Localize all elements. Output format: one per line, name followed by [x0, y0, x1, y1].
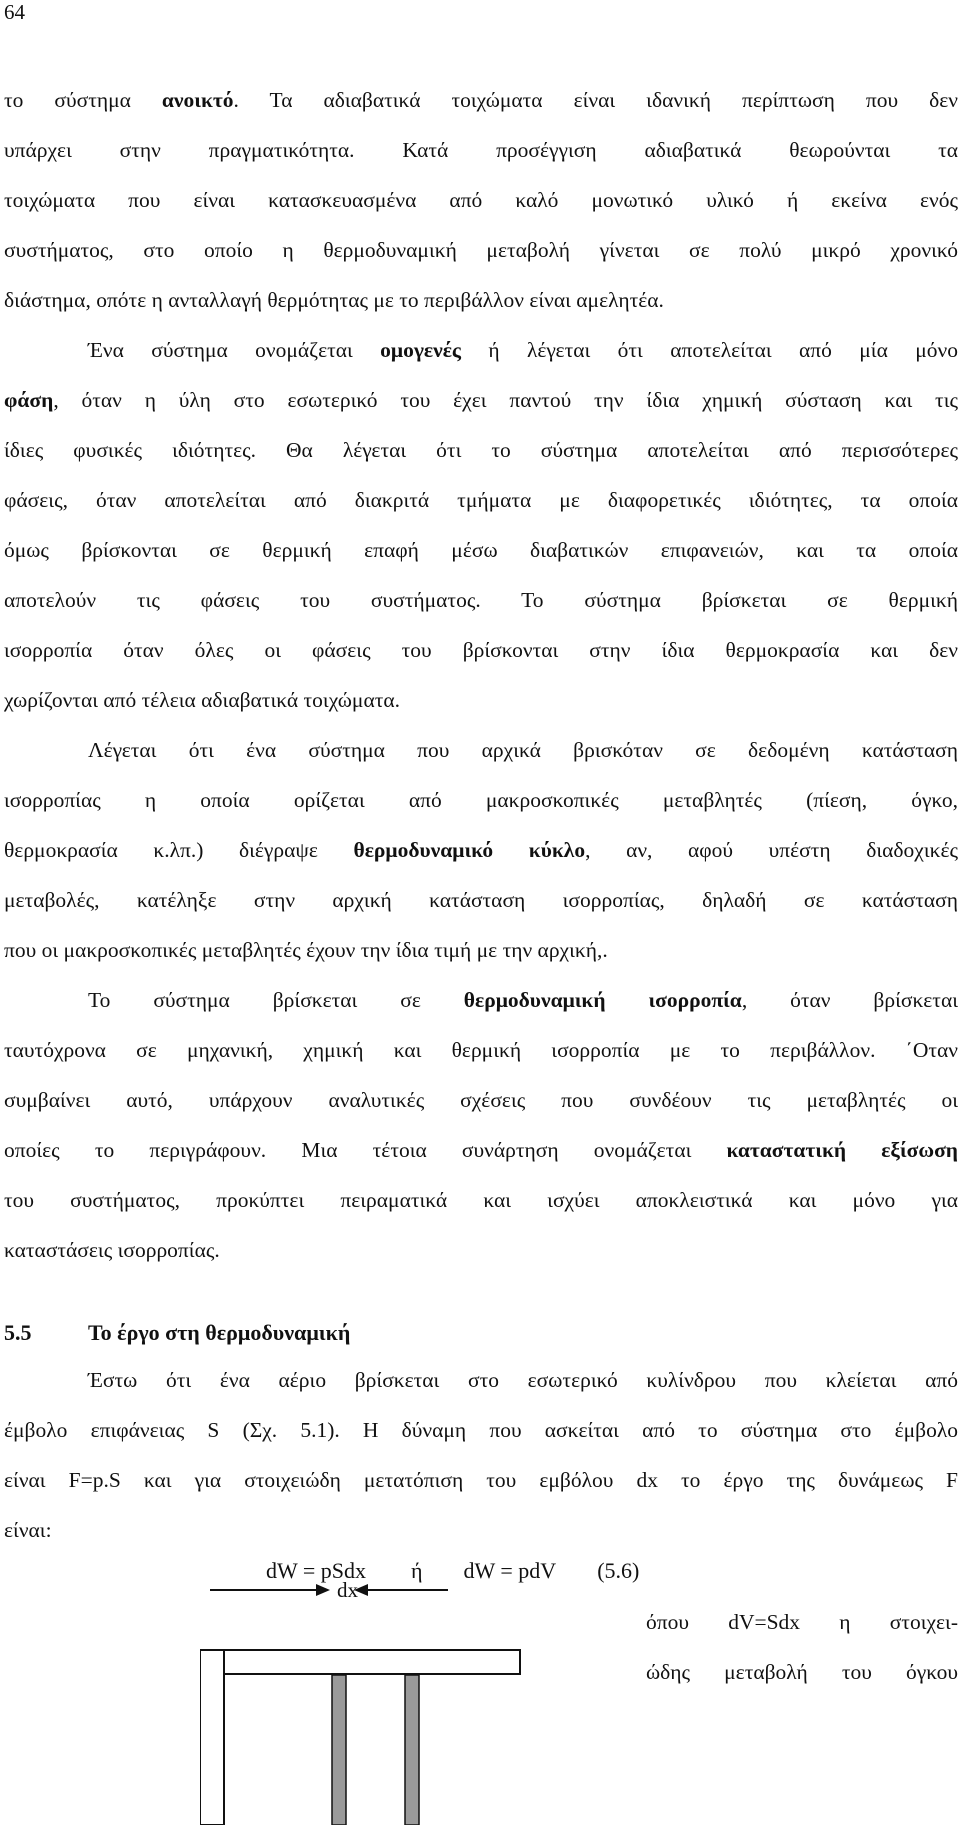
text-run: το σύστημα	[4, 88, 162, 112]
text-run: ή λέγεται ότι αποτελείται από μία μόνο	[460, 338, 958, 362]
text-line	[4, 388, 958, 413]
text-line	[88, 988, 958, 1013]
text-line: τοιχώματα που είναι κατασκευασμένα από καλό μονωτικό υλικό ή εκείνα ενός	[4, 188, 958, 212]
text-line	[4, 838, 958, 863]
text-line: ισορροπίας η οποία ορίζεται από μακροσκοπικές μεταβλητές (πίεση, όγκο,	[4, 788, 958, 812]
cylinder-piston-figure	[200, 1550, 530, 1825]
section-heading	[4, 1320, 350, 1346]
text-run: οποίες το περιγράφουν. Μια τέτοια συνάρτηση ονομάζεται	[4, 1138, 727, 1162]
text-line: που οι μακροσκοπικές μεταβλητές έχουν την ίδια τιμή με την αρχική,.	[4, 938, 608, 962]
text-line: ισορροπία όταν όλες οι φάσεις του βρίσκονται στην ίδια θερμοκρασία και δεν	[4, 638, 958, 662]
text-line: συμβαίνει αυτό, υπάρχουν αναλυτικές σχέσεις που συνδέουν τις μεταβλητές οι	[4, 1088, 958, 1112]
piston-initial	[332, 1675, 346, 1825]
text-line: διάστημα, οπότε η ανταλλαγή θερμότητας με το περιβάλλον είναι αμελητέα.	[4, 288, 664, 312]
text-line: έμβολο επιφάνειας S (Σχ. 5.1). Η δύναμη που ασκείται από το σύστημα στο έμβολο	[4, 1418, 958, 1442]
text-line: Έστω ότι ένα αέριο βρίσκεται στο εσωτερικό κυλίνδρου που κλείεται από	[88, 1368, 958, 1392]
section-number: 5.5	[4, 1320, 32, 1345]
text-line: φάσεις, όταν αποτελείται από διακριτά τμήματα με διαφορετικές ιδιότητες, τα οποία	[4, 488, 958, 512]
text-line: είναι F=p.S και για στοιχειώδη μετατόπιση του εμβόλου dx το έργο της δυνάμεως F	[4, 1468, 958, 1492]
equation-right: dW = pdV	[463, 1558, 557, 1583]
text-run: . Τα αδιαβατικά τοιχώματα είναι ιδανική περίπτωση που δεν	[233, 88, 958, 112]
text-line: ίδιες φυσικές ιδιότητες. Θα λέγεται ότι το σύστημα αποτελείται από περισσότερες	[4, 438, 958, 462]
dx-arrow-left	[210, 1584, 330, 1596]
bold-term-state-equation: καταστατική εξίσωση	[726, 1138, 958, 1162]
text-run: , όταν η ύλη στο εσωτερικό του έχει παντού την ίδια χημική σύσταση και τις	[53, 388, 958, 412]
bold-term-cycle: θερμοδυναμικό κύκλο	[353, 838, 586, 862]
piston-displaced	[405, 1675, 419, 1825]
equation-number: (5.6)	[597, 1558, 640, 1583]
text-line: συστήματος, στο οποίο η θερμοδυναμική μεταβολή γίνεται σε πολύ μικρό χρονικό	[4, 238, 958, 262]
text-run: , αν, αφού υπέστη διαδοχικές	[585, 838, 958, 862]
text-line: υπάρχει στην πραγματικότητα. Κατά προσέγγιση αδιαβατικά θεωρούνται τα	[4, 138, 958, 162]
bold-term-phase: φάση	[4, 388, 54, 412]
text-line: όμως βρίσκονται σε θερμική επαφή μέσω διαβατικών επιφανειών, και τα οποία	[4, 538, 958, 562]
cylinder-left-wall	[200, 1650, 224, 1825]
side-note-line: όπου dV=Sdx η στοιχει-	[646, 1610, 958, 1634]
text-line: είναι:	[4, 1518, 52, 1542]
dx-arrow-right	[354, 1584, 448, 1596]
equation-or: ή	[411, 1558, 423, 1583]
text-line: αποτελούν τις φάσεις του συστήματος. Το σύστημα βρίσκεται σε θερμική	[4, 588, 958, 612]
text-line: του συστήματος, προκύπτει πειραματικά και ισχύει αποκλειστικά και μόνο για	[4, 1188, 958, 1212]
bold-term-equilibrium: θερμοδυναμική ισορροπία	[463, 988, 742, 1012]
equation-left: dW = pSdx	[266, 1558, 367, 1583]
text-line: Λέγεται ότι ένα σύστημα που αρχικά βρισκόταν σε δεδομένη κατάσταση	[88, 738, 958, 762]
text-line	[4, 1138, 958, 1163]
bold-term-homogeneous: ομογενές	[380, 338, 461, 362]
text-line	[4, 88, 958, 113]
section-title: Το έργο στη θερμοδυναμική	[88, 1320, 351, 1345]
cylinder-top-wall	[200, 1650, 520, 1674]
text-line: μεταβολές, κατέληξε στην αρχική κατάσταση ισορροπίας, δηλαδή σε κατάσταση	[4, 888, 958, 912]
text-line: ταυτόχρονα σε μηχανική, χημική και θερμική ισορροπία με το περιβάλλον. ΄Οταν	[4, 1038, 958, 1062]
text-run: Το σύστημα βρίσκεται σε	[88, 988, 464, 1012]
text-run: Ένα σύστημα ονομάζεται	[88, 338, 381, 362]
dx-label: dx	[337, 1578, 358, 1602]
text-line: χωρίζονται από τέλεια αδιαβατικά τοιχώματα.	[4, 688, 400, 712]
side-note-line: ώδης μεταβολή του όγκου	[646, 1660, 958, 1684]
page-number: 64	[4, 0, 25, 24]
bold-term-open: ανοικτό	[161, 88, 234, 112]
text-run: , όταν βρίσκεται	[741, 988, 958, 1012]
text-run: θερμοκρασία κ.λπ.) διέγραψε	[4, 838, 354, 862]
text-line: καταστάσεις ισορροπίας.	[4, 1238, 220, 1262]
text-line	[88, 338, 958, 363]
